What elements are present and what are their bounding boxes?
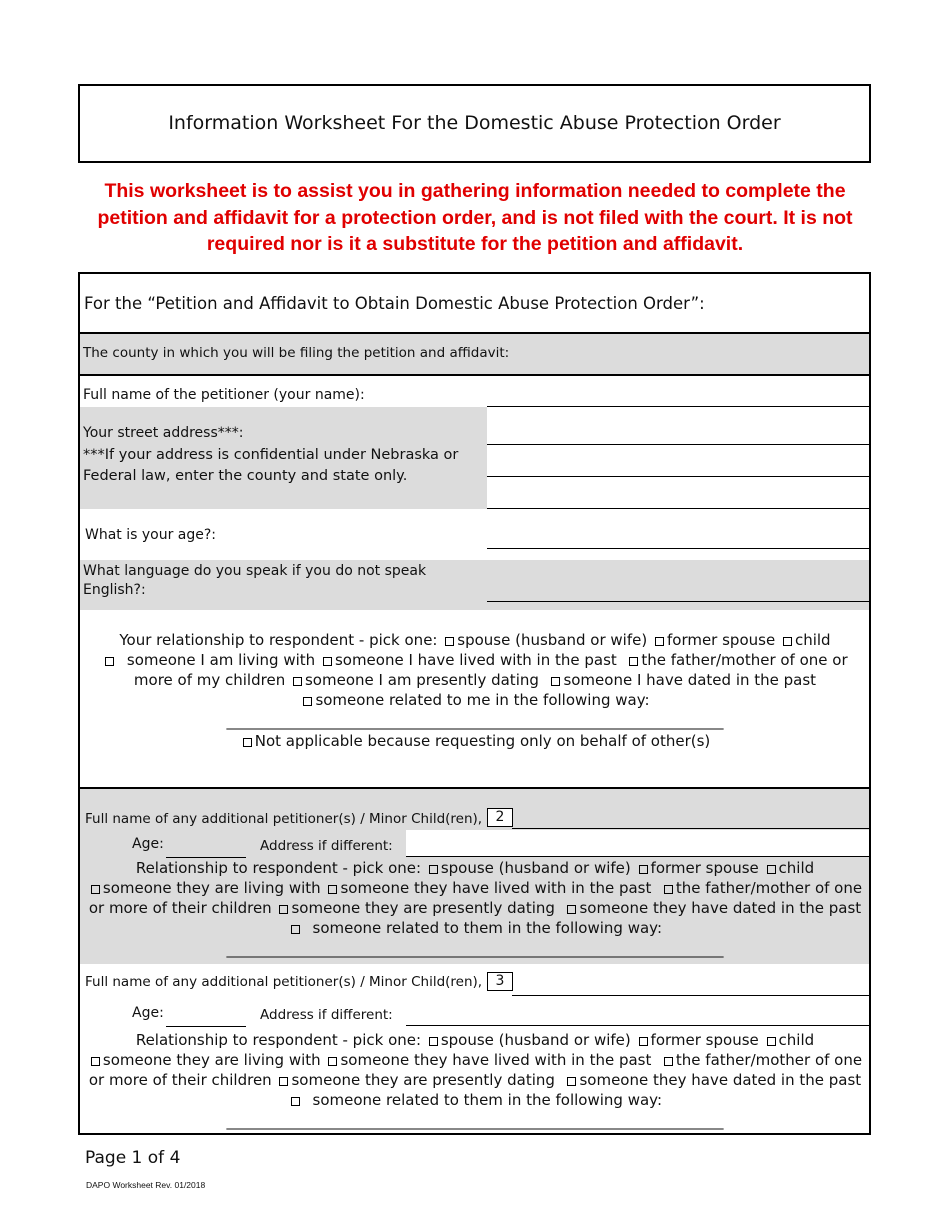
address-line-2[interactable]	[487, 445, 869, 477]
checkbox-not-applicable[interactable]	[243, 738, 252, 747]
additional-address-field[interactable]	[406, 998, 869, 1026]
address-different-label: Address if different:	[260, 838, 393, 854]
option-dating: someone I am presently dating	[304, 671, 539, 689]
checkbox-dating[interactable]	[279, 905, 288, 914]
additional-name-field[interactable]	[512, 965, 869, 996]
option-child: child	[794, 631, 831, 649]
checkbox-parent[interactable]	[664, 885, 673, 894]
option-lived-with: someone they have lived with in the past	[340, 879, 652, 897]
full-name-label: Full name of the petitioner (your name):	[83, 387, 365, 403]
additional-age-field[interactable]	[166, 1007, 246, 1027]
relationship-line-2	[85, 878, 865, 918]
checkbox-former-spouse[interactable]	[639, 1037, 648, 1046]
form-box	[78, 272, 871, 1135]
county-label: The county in which you will be filing the petition and affidavit:	[83, 345, 510, 361]
checkbox-dating[interactable]	[279, 1077, 288, 1086]
petitioner-number: 2	[487, 808, 513, 827]
additional-name-label: Full name of any additional petitioner(s) / Minor Child(ren),	[85, 974, 483, 990]
petitioner-number: 3	[487, 972, 513, 991]
relationship-blank[interactable]: _______________________________________________________________________	[226, 942, 724, 958]
checkbox-spouse[interactable]	[445, 637, 454, 646]
relationship-prompt: Your relationship to respondent - pick one:	[119, 631, 438, 649]
relationship-line-2	[85, 1050, 865, 1090]
checkbox-child[interactable]	[767, 1037, 776, 1046]
title-box	[78, 84, 871, 163]
relationship-line-2	[90, 650, 860, 690]
checkbox-living-with[interactable]	[91, 885, 100, 894]
option-related: someone related to them in the following way:	[312, 1091, 663, 1109]
option-parent: the father/mother of one or more of their children	[88, 1051, 863, 1089]
option-dating: someone they are presently dating	[291, 899, 555, 917]
additional-age-field[interactable]	[166, 838, 246, 858]
checkbox-living-with[interactable]	[105, 657, 114, 666]
divider	[80, 374, 869, 376]
address-note: ***If your address is confidential under Nebraska or Federal law, enter the county and state only.	[83, 447, 459, 484]
warning-notice: This worksheet is to assist you in gathering information needed to complete the petition and affidavit for a protection order, and is not filed with the court. It is not required nor is it a substitute for the petition and affidavit.	[97, 180, 853, 255]
language-label: What language do you speak if you do not speak English?:	[83, 563, 427, 598]
additional-address-field[interactable]	[406, 830, 869, 857]
option-spouse: spouse (husband or wife)	[440, 859, 631, 877]
option-spouse: spouse (husband or wife)	[457, 631, 648, 649]
checkbox-spouse[interactable]	[429, 1037, 438, 1046]
option-dating: someone they are presently dating	[291, 1071, 555, 1089]
relationship-prompt: Relationship to respondent - pick one:	[135, 859, 422, 877]
option-child: child	[778, 1031, 815, 1049]
age-label: Age:	[132, 1005, 164, 1021]
address-line-3[interactable]	[487, 477, 869, 509]
option-dated: someone they have dated in the past	[579, 899, 862, 917]
additional-name-field[interactable]	[512, 809, 869, 829]
checkbox-dating[interactable]	[293, 677, 302, 686]
language-field[interactable]	[487, 560, 869, 602]
checkbox-lived-with[interactable]	[323, 657, 332, 666]
address-different-label: Address if different:	[260, 1007, 393, 1023]
checkbox-related[interactable]	[291, 1097, 300, 1106]
age-label: Age:	[132, 836, 164, 852]
full-name-field[interactable]	[487, 388, 869, 407]
age-label: What is your age?:	[85, 527, 217, 543]
revision-label: DAPO Worksheet Rev. 01/2018	[86, 1180, 206, 1190]
checkbox-related[interactable]	[291, 925, 300, 934]
option-dated: someone they have dated in the past	[579, 1071, 862, 1089]
checkbox-former-spouse[interactable]	[639, 865, 648, 874]
additional-name-label: Full name of any additional petitioner(s) / Minor Child(ren),	[85, 811, 483, 827]
option-dated: someone I have dated in the past	[563, 671, 817, 689]
street-address-label: Your street address***:	[83, 425, 244, 441]
relationship-line-1	[85, 1030, 865, 1050]
relationship-section	[90, 630, 860, 710]
additional-relationship-2	[85, 858, 865, 938]
option-lived-with: someone I have lived with in the past	[334, 651, 617, 669]
checkbox-dated[interactable]	[567, 1077, 576, 1086]
option-living-with: someone I am living with	[126, 651, 316, 669]
not-applicable-line	[90, 731, 860, 751]
checkbox-lived-with[interactable]	[328, 1057, 337, 1066]
page-title: Information Worksheet For the Domestic Abuse Protection Order	[168, 112, 781, 134]
option-child: child	[778, 859, 815, 877]
relationship-blank[interactable]: _______________________________________________________________________	[226, 714, 724, 730]
option-parent: the father/mother of one or more of their children	[88, 879, 863, 917]
option-former-spouse: former spouse	[650, 859, 759, 877]
address-line-1[interactable]	[487, 425, 869, 445]
checkbox-lived-with[interactable]	[328, 885, 337, 894]
checkbox-spouse[interactable]	[429, 865, 438, 874]
relationship-line-related	[90, 690, 860, 710]
checkbox-child[interactable]	[783, 637, 792, 646]
section-heading: For the “Petition and Affidavit to Obtain Domestic Abuse Protection Order”:	[84, 294, 705, 313]
checkbox-dated[interactable]	[551, 677, 560, 686]
checkbox-parent[interactable]	[664, 1057, 673, 1066]
relationship-line-1	[85, 858, 865, 878]
checkbox-dated[interactable]	[567, 905, 576, 914]
page-number: Page 1 of 4	[85, 1148, 181, 1168]
option-living-with: someone they are living with	[102, 879, 321, 897]
address-field-area	[487, 407, 869, 509]
relationship-line-related	[85, 1090, 865, 1110]
option-related: someone related to them in the following way:	[312, 919, 663, 937]
additional-relationship-3	[85, 1030, 865, 1110]
option-lived-with: someone they have lived with in the past	[340, 1051, 652, 1069]
checkbox-child[interactable]	[767, 865, 776, 874]
checkbox-related[interactable]	[303, 697, 312, 706]
relationship-prompt: Relationship to respondent - pick one:	[135, 1031, 422, 1049]
relationship-line-related	[85, 918, 865, 938]
option-former-spouse: former spouse	[666, 631, 776, 649]
checkbox-living-with[interactable]	[91, 1057, 100, 1066]
checkbox-parent[interactable]	[629, 657, 638, 666]
not-applicable-label: Not applicable because requesting only on behalf of other(s)	[254, 732, 711, 750]
checkbox-former-spouse[interactable]	[655, 637, 664, 646]
option-former-spouse: former spouse	[650, 1031, 759, 1049]
age-field[interactable]	[487, 510, 869, 549]
option-related: someone related to me in the following way:	[315, 691, 650, 709]
option-living-with: someone they are living with	[102, 1051, 321, 1069]
option-spouse: spouse (husband or wife)	[440, 1031, 631, 1049]
relationship-blank[interactable]: _______________________________________________________________________	[226, 1114, 724, 1130]
option-parent: the father/mother of one or more of my children	[133, 651, 848, 689]
relationship-line-1	[90, 630, 860, 650]
